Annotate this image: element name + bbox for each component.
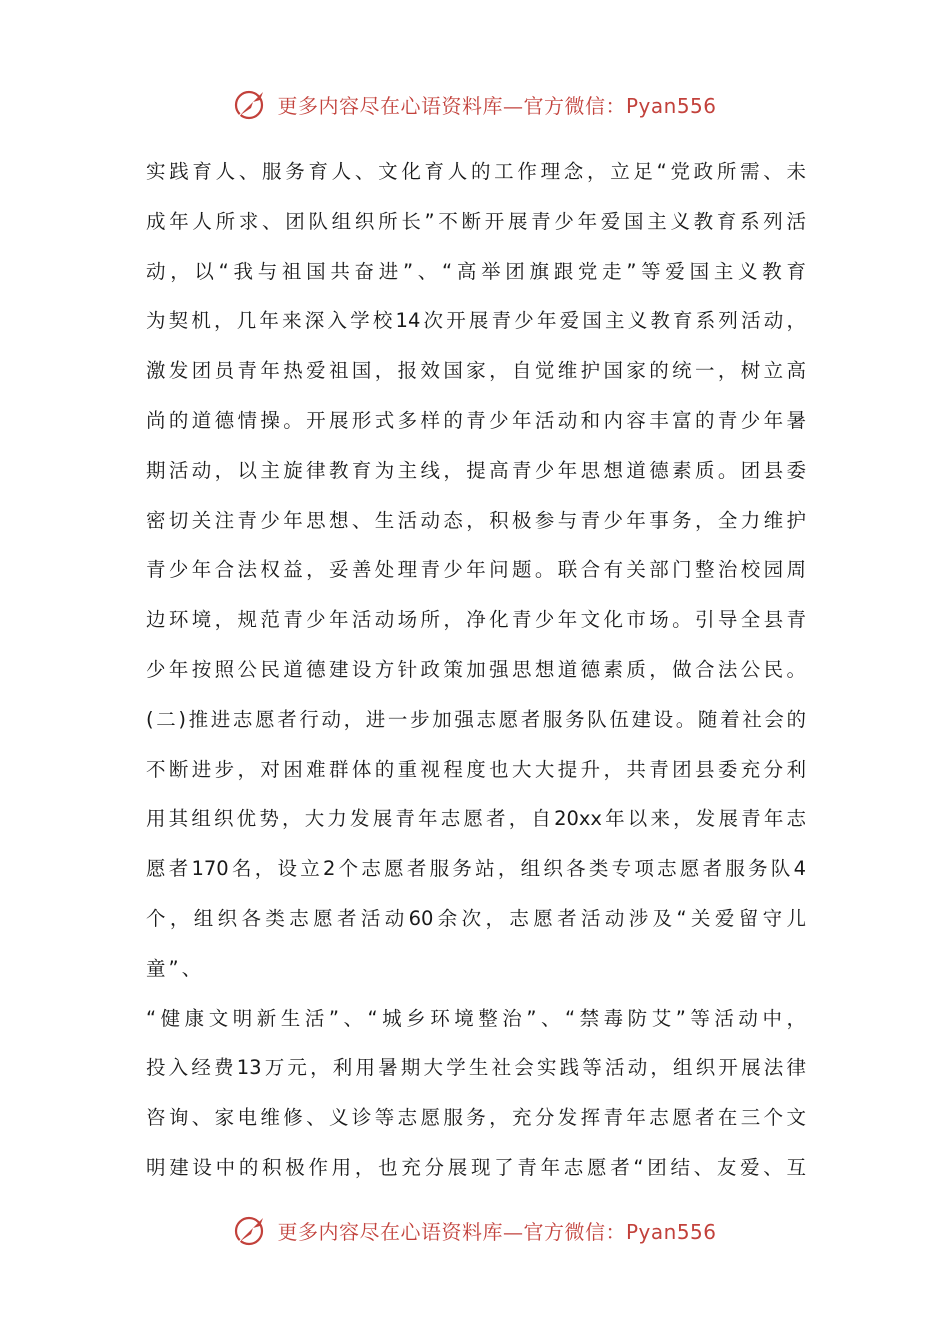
body-line: 咨询、家电维修、义诊等志愿服务，充分发挥青年志愿者在三个文 bbox=[146, 1106, 806, 1130]
section-heading-line: (二)推进志愿者行动，进一步加强志愿者服务队伍建设。随着社会的 bbox=[146, 707, 806, 731]
body-line: 尚的道德情操。开展形式多样的青少年活动和内容丰富的青少年暑 bbox=[146, 408, 806, 432]
watermark-text: 更多内容尽在心语资料库—官方微信：Pyan556 bbox=[277, 93, 717, 118]
body-line: 不断进步，对困难群体的重视程度也大大提升，共青团县委充分利 bbox=[146, 757, 806, 781]
body-line: 个，组织各类志愿者活动60余次，志愿者活动涉及“关爱留守儿 bbox=[146, 906, 806, 930]
watermark-wechat-id: Pyan556 bbox=[625, 1219, 717, 1244]
body-line: 激发团员青年热爱祖国，报效国家，自觉维护国家的统一，树立高 bbox=[146, 359, 806, 383]
header-watermark bbox=[0, 82, 950, 126]
document-body bbox=[146, 147, 806, 1193]
body-line: 青少年合法权益，妥善处理青少年问题。联合有关部门整治校园周 bbox=[146, 558, 806, 582]
watermark-wechat-id: Pyan556 bbox=[625, 93, 717, 118]
body-line: 成年人所求、团队组织所长”不断开展青少年爱国主义教育系列活 bbox=[146, 209, 806, 233]
body-line: 边环境，规范青少年活动场所，净化青少年文化市场。引导全县青 bbox=[146, 608, 806, 632]
body-line: 童”、 bbox=[146, 956, 205, 980]
body-line: 明建设中的积极作用，也充分展现了青年志愿者“团结、友爱、互 bbox=[146, 1155, 806, 1179]
body-line: 少年按照公民道德建设方针政策加强思想道德素质，做合法公民。 bbox=[146, 657, 806, 681]
footer-watermark bbox=[0, 1208, 950, 1252]
body-line: 投入经费13万元，利用暑期大学生社会实践等活动，组织开展法律 bbox=[146, 1056, 806, 1080]
body-line: 为契机，几年来深入学校14次开展青少年爱国主义教育系列活动， bbox=[146, 309, 806, 333]
body-line: 密切关注青少年思想、生活动态，积极参与青少年事务，全力维护 bbox=[146, 508, 806, 532]
quill-pen-circle-icon bbox=[233, 1212, 269, 1248]
body-line: “健康文明新生活”、“城乡环境整治”、“禁毒防艾”等活动中， bbox=[146, 1006, 806, 1030]
body-line: 实践育人、服务育人、文化育人的工作理念，立足“党政所需、未 bbox=[146, 160, 806, 183]
body-line: 期活动，以主旋律教育为主线，提高青少年思想道德素质。团县委 bbox=[146, 458, 806, 482]
body-line: 动，以“我与祖国共奋进”、“高举团旗跟党走”等爱国主义教育 bbox=[146, 259, 806, 283]
quill-pen-circle-icon bbox=[233, 86, 269, 122]
body-line: 用其组织优势，大力发展青年志愿者，自20xx年以来，发展青年志 bbox=[146, 807, 806, 831]
watermark-text: 更多内容尽在心语资料库—官方微信：Pyan556 bbox=[277, 1219, 717, 1244]
body-line: 愿者170名，设立2个志愿者服务站，组织各类专项志愿者服务队4 bbox=[146, 857, 806, 881]
